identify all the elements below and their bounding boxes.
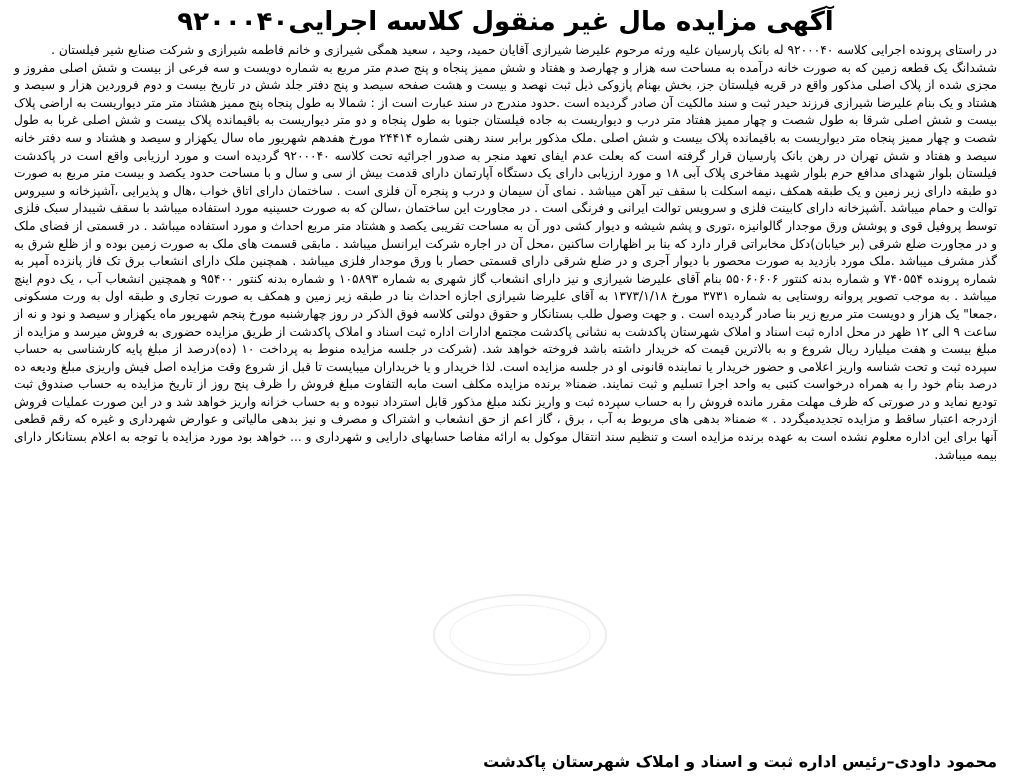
notice-paragraph-details: ششدانگ یک قطعه زمین که به صورت خانه درآمده به مساحت سه هزار و چهارصد و هفتاد و شش ممیز پنجاه و پنج صدم متر مربع به شماره دویست و سه فرعی از بیست و شش اصلی مفروز و مجزی شده از پلاک اصلی مذکور واقع در قریه فیلستان جز، بخش بهنام پازوکی ذیل ثبت نهصد و بیست و هشت صفحه سیصد و پنج دفتر جلد شش در تاریخ بیست و دوم فروردین هزار و سیصد و هشتاد و یک بنام علیرضا شیرازی فرزند حیدر ثبت و سند مالکیت آن صادر گردیده است .حدود مندرج در سند عبارت است از : شمالا به طول پنجاه پنج ممیز هشتاد متر متر دیواریست به اراضی پلاک بیست و شش اصلی شرقا به طول شصت و چهار ممیز هفتاد متر درب و دیواریست به جاده فیلستان جنوبا به طول پنجاه و دو متر دیواریست به باقیمانده پلاک بیست و شش اصلی غربا به طول شصت و چهار ممیز پنجاه متر دیواریست به باقیمانده پلاک بیست و شش اصلی .ملک مذکور برابر سند رهنی شماره ۲۴۴۱۴ مورخ هفدهم شهریور ماه سال یکهزار و سیصد و هشتاد و سه دفتر خانه سیصد و هفتاد و شش تهران در رهن بانک پارسیان قرار گرفته است که بعلت عدم ایفای تعهد منجر به صدور اجرائیه تحت کلاسه ۹۲۰۰۰۴۰ گردیده است و مورد ارزیابی واقع است در پاکدشت فیلستان بلوار شهدای مدافع حرم بلوار شهید مفاخری پلاک آبی ۱۸ و مورد ارزیابی دارای یک دستگاه آپارتمان دارای قدمت بیش از سی و سال و با مساحت حدود یکصد و بیست متر مربع به صورت دو طبقه دارای زیر زمین و یک طبقه همکف ،نیمه اسکلت با سقف تیر آهن میباشد . نمای آن سیمان و درب و پنجره آن فلزی است . ساختمان دارای اتاق خواب ،هال و پذیرایی ،آشپزخانه و سیروس توالت و حمام میباشد .آشپزخانه دارای کابینت فلزی و سرویس توالت ایرانی و فرنگی است . در مجاورت این ساختمان ،سالن که به صورت حسینیه مورد استفاده میباشد با سقف شیبدار سبک فلزی توسط پروفیل قوی و پوشش ورق موجدار گالوانیزه ،توری و پشم شیشه و دیوار کشی دور آن به مساحت تقریبی یکصد و هشتاد متر مربع احداث و مورد استفاده میباشد . در قسمتی از فضای ملک و در مجاورت ضلع شرقی (بر خیابان)دکل مخابراتی قرار دارد که بنا بر اظهارات ساکنین ،محل آن در اجاره شرکت ایرانسل میباشد . مابقی قسمت های ملک به صورت زمین بوده و از ظلع شرق به گذر مشرف میباشد .ملک مورد بازدید به صورت محصور با دیوار آجری و در ضلع شرقی دارای قسمتی حصار با ورق موجدار فلزی میباشد . همچنین ملک دارای انشعاب برق تک فاز پانزده آمپر به شماره پرونده ۷۴۰۵۵۴ و شماره بدنه کنتور ۵۵۰۶۰۶۰۶ بنام آقای علیرضا شیرازی و نیز دارای انشعاب گاز شهری به شماره ۱۰۵۸۹۳ و شماره بدنه کنتور ۹۵۴۰۰ و همچنین انشعاب آب ، یک دوم اینچ میباشد . به موجب تصویر پروانه روستایی به شماره ۳۷۳۱ مورخ ۱۳۷۳/۱/۱۸ به آقای علیرضا شیرازی اجازه احداث بنا در طبقه زیر زمین و همکف به صورت تجاری و طبقه اول به ورت مسکونی ،جمعا" یک هزار و دویست متر مربع زیر بنا صادر گردیده است . و جهت وصول طلب بستانکار و حقوق دولتی کلاسه فوق الذکر در روز چهارشنبه مورخ پنجم شهریور ماه یکهزار و سیصد و نود و نه از ساعت ۹ الی ۱۲ ظهر در محل اداره ثبت اسناد و املاک شهرستان پاکدشت به نشانی پاکدشت مجتمع ادارات اداره ثبت اسناد و املاک پاکدشت از طریق مزایده حضوری به فروش میرسد و مزایده از مبلغ بیست و هفت میلیارد ریال شروع و به بالاترین قیمت که خریدار داشته باشد فروخته خواهد شد. (شرکت در جلسه مزایده منوط به پرداخت ۱۰ (ده)درصد از مبلغ پایه کارشناسی به حساب سپرده ثبت و تحت شناسه واریز اعلامی و حضور خریدار یا نماینده قانونی او در جلسه مزایده است. لذا خریدار و یا خریداران میبایست تا قبل از شروع وقت مزایده اصل فیش واریزی مبلغ ودیعه ده درصد بنام خود را به همراه درخواست کتبی به واحد اجرا تسلیم و ثبت نمایند. ضمنا« برنده مزایده مکلف است مابه التفاوت مبلغ فروش را ظرف پنج روز از تاریخ مزایده به حساب صندوق ثبت تودیع نماید و در صورتی که ظرف مهلت مقرر مانده فروش را به حساب سپرده ثبت و واریز نکند مبلغ مذکور قابل استرداد نبوده و به حساب خزانه واریز خواهد شد و در این صورت عملیات فروش ازدرجه اعتبار ساقط و مزایده تجدیدمیگردد . » ضمنا« بدهی های مربوط به آب ، برق ، گاز اعم از حق انشعاب و اشتراک و مصرف و نیز بدهی مالیاتی و عوارض شهرداری و غیره که رقم قطعی آنها برای این اداره معلوم نشده است به عهده برنده مزایده است و تنظیم سند انتقال موکول به ارائه مفاصا حسابهای دارایی و شهرداری و ... خواهد بود مورد مزایده با توجه به اعلام بستانکار دارای بیمه میباشد. — [14, 60, 998, 462]
notice-title: آگهی مزایده مال غیر منقول کلاسه اجرایی۹۲۰۰۰۴۰ — [177, 7, 834, 37]
notice-paragraph-intro: در راستای پرونده اجرایی کلاسه ۹۲۰۰۰۴۰ له بانک پارسیان علیه ورثه مرحوم علیرضا شیرازی آقایان حمید، وحید ، سعید همگی شیرازی و خانم فاطمه شیرازی و شرکت صنایع شیر فیلستان . — [51, 43, 997, 57]
watermark-seal-icon — [430, 590, 610, 680]
notice-body — [14, 42, 997, 464]
signature-line: محمود داودی–رئیس اداره ثبت و اسناد و املاک شهرستان پاکدشت — [483, 752, 997, 771]
